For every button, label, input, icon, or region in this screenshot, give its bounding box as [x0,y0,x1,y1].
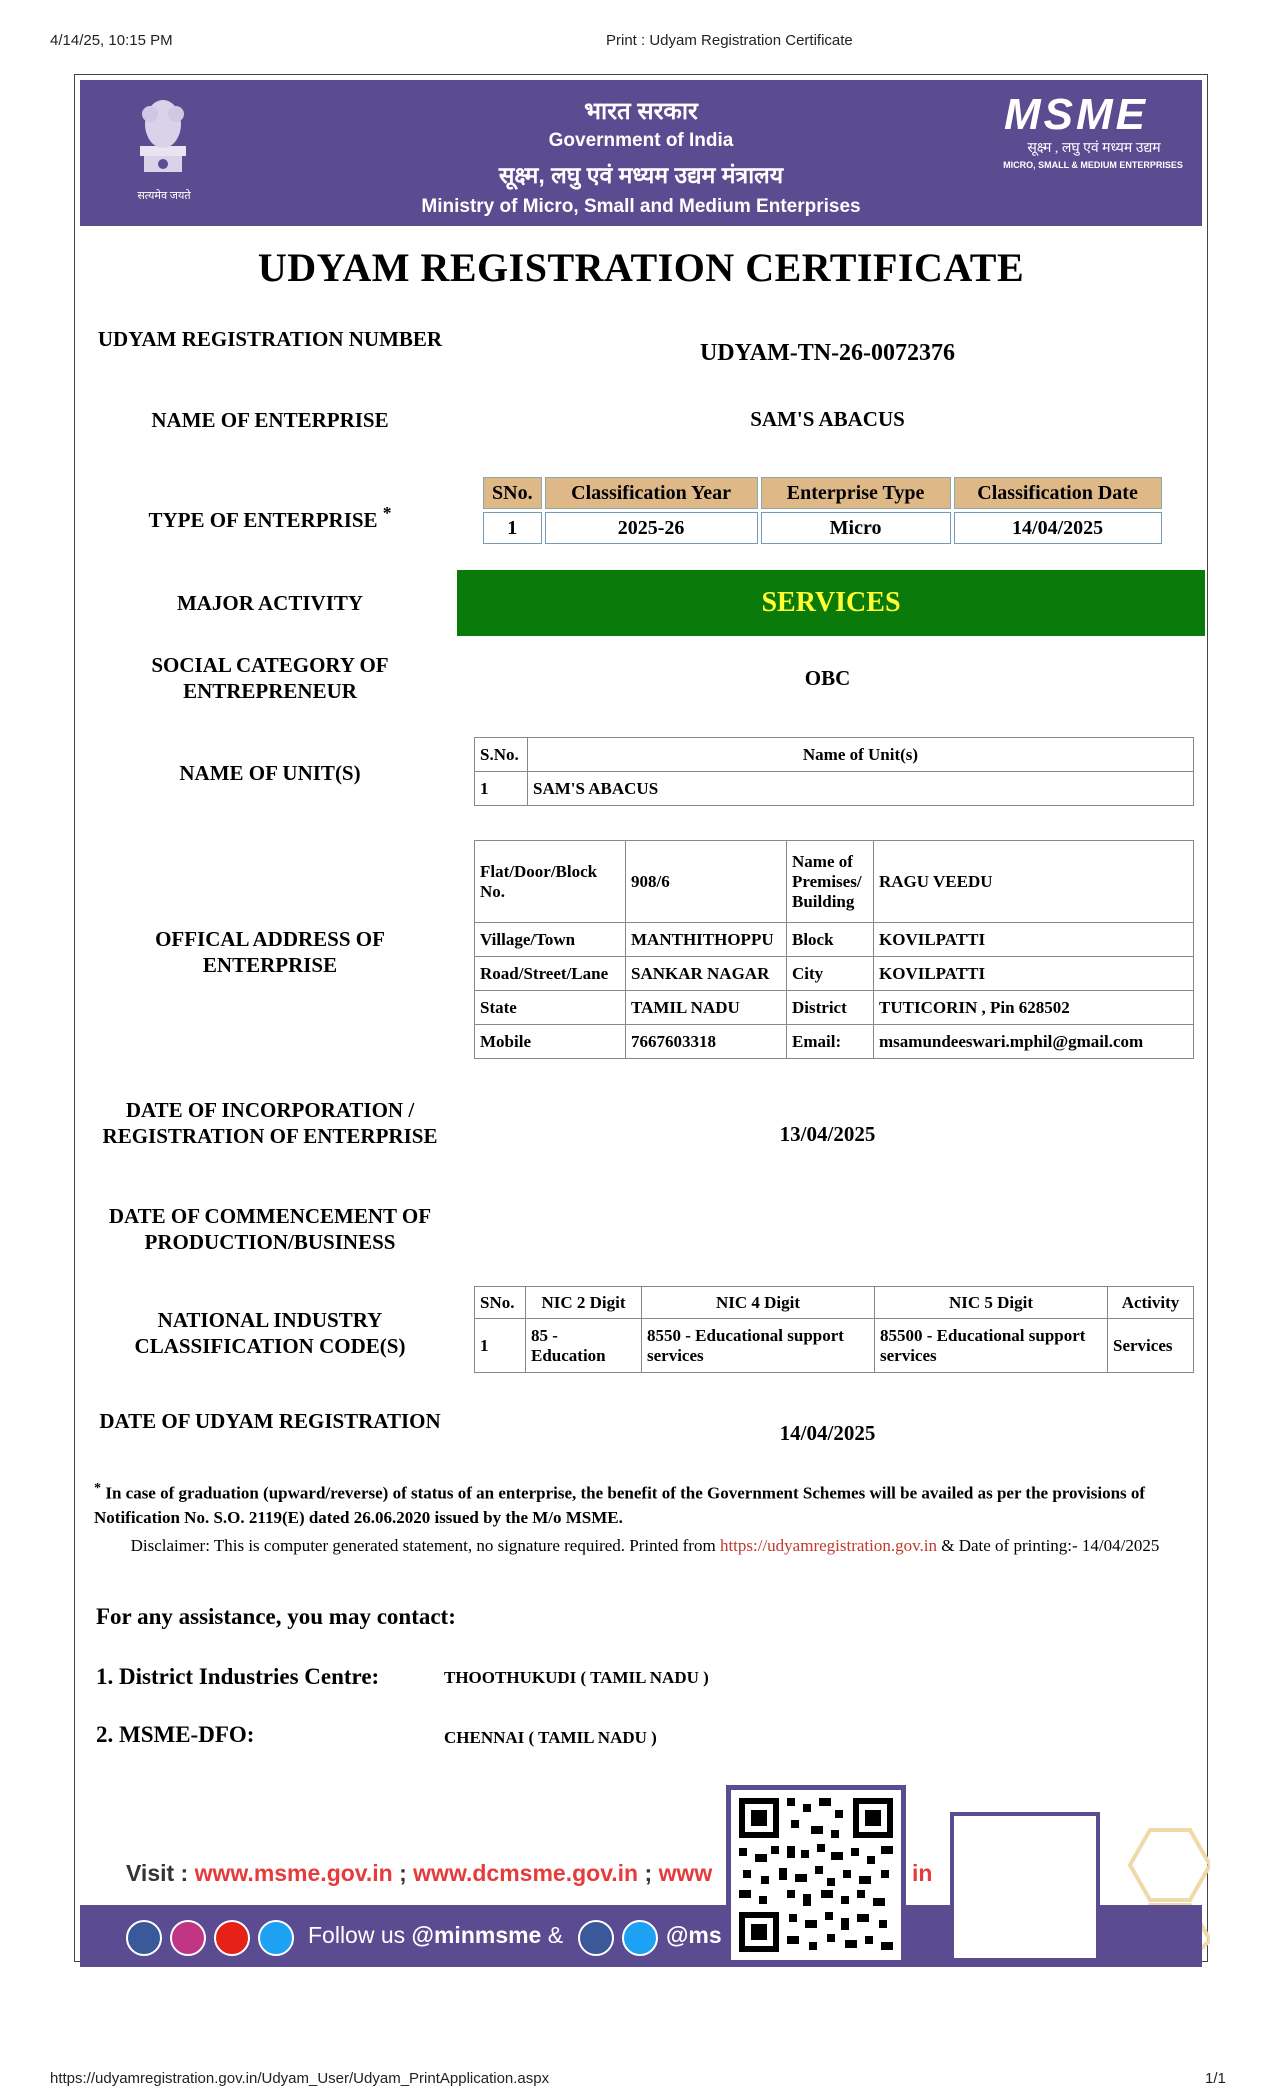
udyam-date-label: DATE OF UDYAM REGISTRATION [99,1409,441,1433]
cls-cell-sno: 1 [483,512,542,544]
units-label: NAME OF UNIT(S) [179,761,361,785]
district-label: District [787,991,874,1025]
udyam-date-value: 14/04/2025 [779,1421,876,1445]
block-value: KOVILPATTI [874,923,1194,957]
nic-cell-5digit: 85500 - Educational support services [875,1319,1108,1373]
ministry-title: Ministry of Micro, Small and Medium Enterprises [421,196,861,217]
nic-cell-2digit: 85 - Education [526,1319,642,1373]
twitter-icon[interactable] [258,1920,294,1956]
follow-us: Follow us @minmsme & [308,1922,564,1948]
village-value: MANTHITHOPPU [626,923,787,957]
site-tail: in [912,1860,933,1886]
cls-cell-type: Micro [761,512,951,544]
nic-cell-4digit: 8550 - Educational support services [642,1319,875,1373]
hindi-gov-title: भारत सरकार [584,98,698,125]
enterprise-name-value: SAM'S ABACUS [750,407,905,431]
twitter-icon-2[interactable] [622,1920,658,1956]
photo-placeholder [950,1812,1100,1962]
incorporation-label: DATE OF INCORPORATION / REGISTRATION OF ENTERPRISE [102,1098,438,1148]
instagram-icon[interactable] [170,1920,206,1956]
incorporation-value: 13/04/2025 [779,1122,876,1146]
qr-code [726,1785,906,1965]
classification-table [480,474,1165,547]
nic-cell-sno: 1 [475,1319,526,1373]
udyam-link[interactable]: https://udyamregistration.gov.in [719,1536,937,1555]
cls-cell-year: 2025-26 [545,512,758,544]
print-url: https://udyamregistration.gov.in/Udyam_User/Udyam_PrintApplication.aspx [50,2070,550,2087]
disclaimer: Disclaimer: This is computer generated statement, no signature required. Printed from https://udyamregistration.gov.in & Date of printing:- 14/04/2025 [130,1536,1160,1555]
major-activity-value: SERVICES [457,570,1205,636]
msme-logo: MSME [1004,90,1148,139]
road-value: SANKAR NAGAR [626,957,787,991]
reg-number-value: UDYAM-TN-26-0072376 [699,340,956,366]
road-label: Road/Street/Lane [475,957,626,991]
commencement-label: DATE OF COMMENCEMENT OF PRODUCTION/BUSINESS [108,1204,432,1254]
email-value: msamundeeswari.mphil@gmail.com [874,1025,1194,1059]
hindi-ministry: सूक्ष्म, लघु एवं मध्यम उद्यम मंत्रालय [498,162,784,188]
third-site-link[interactable]: www [658,1860,713,1886]
page-number: 1/1 [1205,2070,1226,2087]
units-cell-name: SAM'S ABACUS [528,772,1194,806]
flat-label: Flat/Door/Block No. [475,841,626,923]
msme-logo-sub: MICRO, SMALL & MEDIUM ENTERPRISES [1003,160,1183,170]
nic-header-activity: Activity [1108,1287,1194,1319]
emblem-motto: सत्यमेव जयते [137,190,191,202]
city-label: City [787,957,874,991]
address-label: OFFICAL ADDRESS OF ENTERPRISE [155,927,385,977]
handle-msme[interactable]: @ms [666,1922,722,1948]
flat-value: 908/6 [626,841,787,923]
social-category-label: SOCIAL CATEGORY OF ENTREPRENEUR [151,653,389,703]
nic-table [474,1286,1194,1373]
units-header-sno: S.No. [475,738,528,772]
gov-title: Government of India [548,130,734,151]
dfo-label: 2. MSME-DFO: [96,1722,255,1747]
nic-cell-activity: Services [1108,1319,1194,1373]
email-label: Email: [787,1025,874,1059]
units-cell-sno: 1 [475,772,528,806]
mobile-label: Mobile [475,1025,626,1059]
assistance-heading: For any assistance, you may contact: [96,1604,456,1629]
state-value: TAMIL NADU [626,991,787,1025]
handle-minmsme[interactable]: @minmsme [411,1922,542,1948]
dic-value: THOOTHUKUDI ( TAMIL NADU ) [444,1668,709,1687]
units-table [474,737,1194,806]
enterprise-type-label: TYPE OF ENTERPRISE * [148,503,392,532]
nic-header-2digit: NIC 2 Digit [526,1287,642,1319]
dic-label: 1. District Industries Centre: [96,1664,380,1689]
nic-header-5digit: NIC 5 Digit [875,1287,1108,1319]
dfo-value: CHENNAI ( TAMIL NADU ) [444,1728,657,1747]
village-label: Village/Town [475,923,626,957]
facebook-icon[interactable] [126,1920,162,1956]
cls-header-sno: SNo. [483,477,542,509]
reg-number-label: UDYAM REGISTRATION NUMBER [97,327,443,351]
nic-header-sno: SNo. [475,1287,526,1319]
graduation-note: * In case of graduation (upward/reverse) of status of an enterprise, the benefit of the Government Schemes will be availed as per the provisions of Notification No. S.O. 2119(E) dated 26.06.2020 issued by the M/o MSME. [94,1480,1146,1527]
qr-code-icon [731,1790,901,1960]
mobile-value: 7667603318 [626,1025,787,1059]
gov-banner [80,80,1202,226]
cls-cell-date: 14/04/2025 [954,512,1162,544]
visit-links: Visit : www.msme.gov.in ; www.dcmsme.gov.in ; www [126,1860,713,1886]
social-category-value: OBC [804,666,851,690]
facebook-icon-2[interactable] [578,1920,614,1956]
nic-header-4digit: NIC 4 Digit [642,1287,875,1319]
major-activity-label: MAJOR ACTIVITY [176,591,364,615]
msme-site-link[interactable]: www.msme.gov.in [194,1860,393,1886]
nic-label: NATIONAL INDUSTRY CLASSIFICATION CODE(S) [134,1308,406,1358]
state-label: State [475,991,626,1025]
cls-header-year: Classification Year [545,477,758,509]
cls-header-date: Classification Date [954,477,1162,509]
district-value: TUTICORIN , Pin 628502 [874,991,1194,1025]
premises-label: Name of Premises/ Building [787,841,874,923]
enterprise-name-label: NAME OF ENTERPRISE [151,408,389,432]
block-label: Block [787,923,874,957]
dcmsme-site-link[interactable]: www.dcmsme.gov.in [413,1860,639,1886]
units-header-name: Name of Unit(s) [528,738,1194,772]
certificate-title: UDYAM REGISTRATION CERTIFICATE [257,245,1025,290]
cls-header-type: Enterprise Type [761,477,951,509]
print-title: Print : Udyam Registration Certificate [606,32,853,49]
address-table [474,840,1194,1059]
msme-logo-hindi: सूक्ष्म , लघु एवं मध्यम उद्यम [1027,141,1161,156]
premises-value: RAGU VEEDU [874,841,1194,923]
city-value: KOVILPATTI [874,957,1194,991]
youtube-icon[interactable] [214,1920,250,1956]
print-datetime: 4/14/25, 10:15 PM [50,32,173,49]
